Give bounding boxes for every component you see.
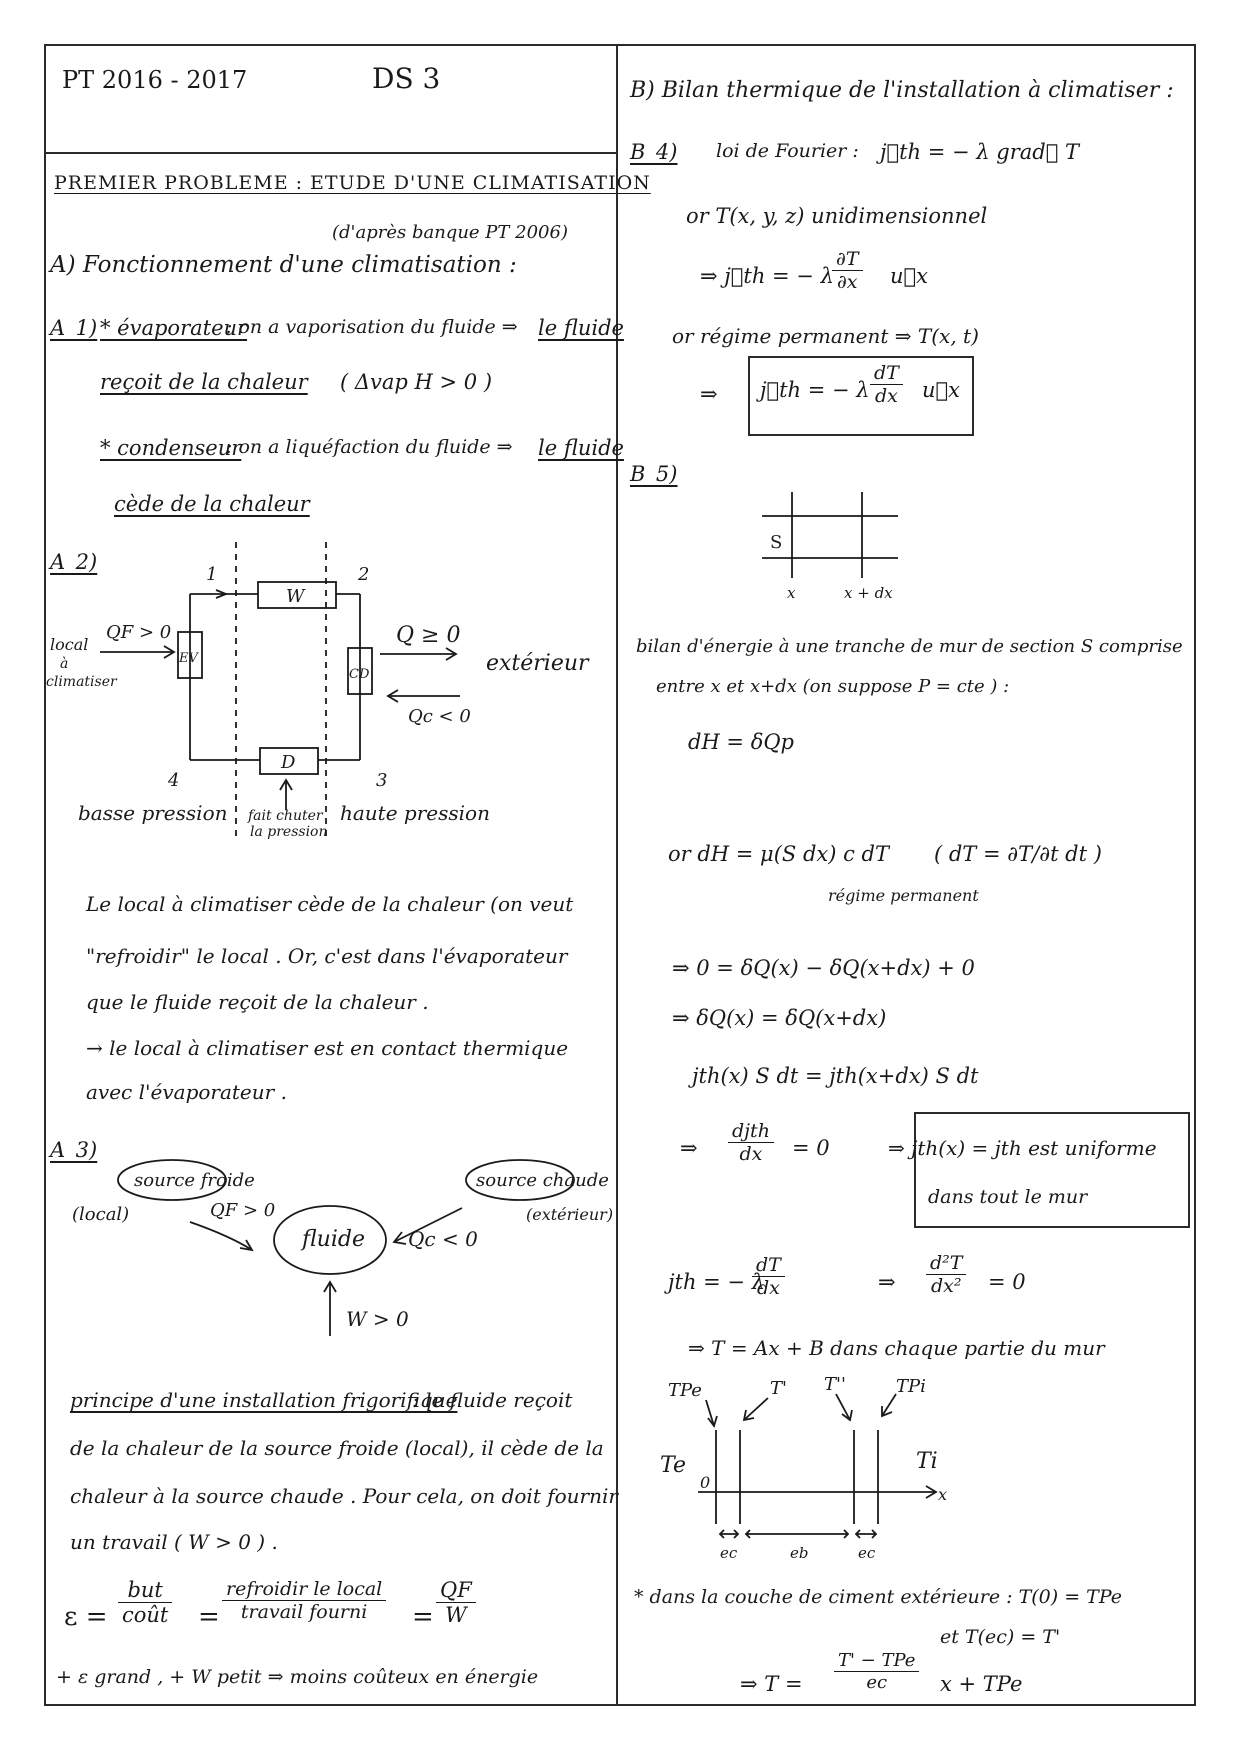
b5-fourier-num: dT bbox=[752, 1254, 785, 1277]
te-label: Te bbox=[660, 1453, 686, 1478]
b5-label: B_5) bbox=[630, 462, 678, 486]
b5-step-1: ⇒ 0 = δQ(x) − δQ(x+dx) + 0 bbox=[672, 956, 975, 980]
principle-title: principe d'une installation frigorifique bbox=[70, 1388, 458, 1412]
exterior-label: extérieur bbox=[486, 651, 589, 676]
a2-label: A_2) bbox=[50, 550, 98, 574]
b5-note-permanent: régime permanent bbox=[828, 886, 979, 905]
section-s-label: S bbox=[770, 532, 783, 553]
b5-step-4-post: = 0 bbox=[792, 1136, 830, 1160]
column-divider bbox=[616, 44, 618, 1706]
q-label: Q ≥ 0 bbox=[396, 623, 461, 648]
low-pressure-label: basse pression bbox=[78, 801, 228, 825]
section-a-title: A) Fonctionnement d'une climatisation : bbox=[50, 252, 517, 278]
b5-step-4-den: dx bbox=[739, 1143, 763, 1165]
b5-step-4-pre: ⇒ bbox=[680, 1136, 698, 1160]
a1-evaporator-equation: ( Δvap H > 0 ) bbox=[340, 370, 493, 394]
a2-text-line-1: Le local à climatiser cède de la chaleur (on veut bbox=[86, 892, 574, 916]
a3-label: A_3) bbox=[50, 1138, 98, 1162]
b4-fourier-law-eq: j⃗th = − λ grad⃗ T bbox=[880, 140, 1080, 164]
b5-slice-figure bbox=[760, 492, 920, 602]
node-1: 1 bbox=[206, 564, 218, 585]
b5-fourier-den: dx bbox=[756, 1277, 780, 1299]
local-label-2: à bbox=[60, 656, 69, 672]
b5-box-line-1: ⇒ jth(x) = jth est uniforme bbox=[888, 1136, 1157, 1160]
b4-steady-state: or régime permanent ⇒ T(x, t) bbox=[672, 324, 979, 348]
b4-box-pre: j⃗th = − λ bbox=[760, 378, 870, 402]
b4-gradient-den: ∂x bbox=[836, 271, 858, 293]
a2-text-line-4: → le local à climatiser est en contact thermique bbox=[86, 1036, 569, 1060]
outer-layer-2: et T(ec) = T' bbox=[940, 1626, 1061, 1648]
local-label-1: local bbox=[50, 635, 89, 654]
compressor-label: W bbox=[286, 586, 305, 607]
a3-qf-label: QF > 0 bbox=[210, 1200, 276, 1221]
efficiency-den-2: travail fourni bbox=[240, 1601, 368, 1623]
b5-d2-den: dx² bbox=[930, 1275, 962, 1297]
a3-qc-label: Qc < 0 bbox=[408, 1227, 478, 1251]
a3-sources-diagram bbox=[40, 1150, 620, 1350]
b5-note-dt: ( dT = ∂T/∂t dt ) bbox=[934, 842, 1102, 866]
pressure-drop-label-2: la pression bbox=[250, 824, 328, 840]
final-post: x + TPe bbox=[940, 1672, 1023, 1696]
efficiency-fraction-1 bbox=[118, 1578, 172, 1627]
b4-unidimensional: or T(x, y, z) unidimensionnel bbox=[686, 204, 988, 228]
node-4: 4 bbox=[168, 770, 180, 791]
b5-step-2: ⇒ δQ(x) = δQ(x+dx) bbox=[672, 1006, 887, 1030]
b4-box-post: u⃗x bbox=[922, 378, 960, 402]
b5-uniform-box bbox=[914, 1112, 1190, 1228]
slice-x-label: x bbox=[787, 584, 796, 602]
b5-or-dh: or dH = μ(S dx) c dT bbox=[668, 842, 890, 866]
b5-d2-fraction bbox=[926, 1252, 966, 1297]
efficiency-conclusion: + ε grand , + W petit ⇒ moins coûteux en énergie bbox=[56, 1666, 539, 1688]
b5-step-3: jth(x) S dt = jth(x+dx) S dt bbox=[692, 1064, 979, 1088]
b5-box-line-2: dans tout le mur bbox=[928, 1186, 1088, 1208]
b4-fourier-law-text: loi de Fourier : bbox=[716, 140, 859, 162]
efficiency-fraction-2 bbox=[222, 1578, 386, 1623]
efficiency-num-2: refroidir le local bbox=[222, 1578, 386, 1601]
a2-text-line-2: "refroidir" le local . Or, c'est dans l'évaporateur bbox=[86, 944, 568, 968]
b5-step-4-num: djth bbox=[728, 1120, 774, 1143]
a1-label: A_1) bbox=[50, 316, 98, 340]
principle-text-3: chaleur à la source chaude . Pour cela, on doit fournir bbox=[70, 1484, 618, 1508]
efficiency-den-3: W bbox=[445, 1603, 467, 1627]
b5-fourier-pre: jth = − λ bbox=[668, 1270, 766, 1294]
t-prime-label: T' bbox=[770, 1378, 787, 1399]
wall-figure bbox=[640, 1376, 960, 1576]
slice-xdx-label: x + dx bbox=[844, 584, 893, 602]
efficiency-equals-2: = bbox=[198, 1602, 220, 1632]
cold-source-label: source froide bbox=[134, 1170, 255, 1191]
b4-gradient-fraction bbox=[832, 248, 863, 293]
b4-box-num: dT bbox=[870, 362, 903, 385]
fluid-label: fluide bbox=[302, 1227, 365, 1252]
b4-implies: ⇒ bbox=[700, 382, 718, 406]
condenser-label: CD bbox=[349, 667, 370, 682]
a2-cycle-diagram bbox=[40, 520, 620, 860]
a2-text-line-5: avec l'évaporateur . bbox=[86, 1080, 287, 1104]
header-exam: DS 3 bbox=[372, 62, 441, 95]
node-2: 2 bbox=[358, 564, 370, 585]
b4-box-fraction bbox=[870, 362, 903, 407]
efficiency-equals-3: = bbox=[412, 1602, 434, 1632]
b5-d2-num: d²T bbox=[926, 1252, 966, 1275]
x-axis-label: x bbox=[938, 1485, 948, 1504]
tpe-label: TPe bbox=[668, 1380, 702, 1401]
origin-label: 0 bbox=[700, 1473, 711, 1492]
efficiency-num-3: QF bbox=[436, 1578, 476, 1603]
final-den: ec bbox=[866, 1672, 888, 1693]
t-second-label: T'' bbox=[824, 1374, 846, 1395]
final-num: T' − TPe bbox=[834, 1650, 919, 1672]
a2-text-line-3: que le fluide reçoit de la chaleur . bbox=[86, 990, 429, 1014]
pressure-drop-label-1: fait chuter bbox=[248, 808, 323, 824]
expansion-valve-label: D bbox=[281, 752, 296, 773]
final-pre: ⇒ T = bbox=[740, 1672, 803, 1696]
final-fraction bbox=[834, 1650, 919, 1693]
high-pressure-label: haute pression bbox=[340, 801, 490, 825]
b4-label: B_4) bbox=[630, 140, 678, 164]
a1-condenser-text: : on a liquéfaction du fluide ⇒ bbox=[226, 436, 513, 458]
a1-condenser-word: * condenseur bbox=[100, 436, 242, 460]
ti-label: Ti bbox=[916, 1449, 938, 1474]
cold-source-sub: (local) bbox=[72, 1204, 130, 1225]
local-label-3: climatiser bbox=[46, 674, 117, 690]
principle-text-4: un travail ( W > 0 ) . bbox=[70, 1530, 278, 1554]
a1-condenser-result-1: le fluide bbox=[538, 436, 624, 460]
ec-right-label: ec bbox=[858, 1544, 876, 1562]
evaporator-label: EV bbox=[179, 651, 198, 666]
hot-source-label: source chaude bbox=[476, 1170, 609, 1191]
a1-evaporator-text: : on a vaporisation du fluide ⇒ bbox=[226, 316, 518, 338]
section-b-title: B) Bilan thermique de l'installation à climatiser : bbox=[630, 78, 1174, 103]
b4-gradient-post: u⃗x bbox=[890, 264, 928, 288]
efficiency-den-1: coût bbox=[122, 1603, 169, 1627]
b5-affine: ⇒ T = Ax + B dans chaque partie du mur bbox=[688, 1336, 1105, 1360]
b4-gradient-num: ∂T bbox=[832, 248, 863, 271]
a1-evaporator-result-1: le fluide bbox=[538, 316, 624, 340]
b5-d2-pre: ⇒ bbox=[878, 1270, 896, 1294]
problem-source: (d'après banque PT 2006) bbox=[332, 222, 568, 243]
b4-box-den: dx bbox=[874, 385, 898, 407]
a3-w-label: W > 0 bbox=[346, 1307, 409, 1331]
efficiency-num-1: but bbox=[118, 1578, 172, 1603]
b5-dh: dH = δQp bbox=[688, 730, 795, 754]
node-3: 3 bbox=[376, 770, 388, 791]
efficiency-fraction-3 bbox=[436, 1578, 476, 1627]
efficiency-symbol: ε = bbox=[64, 1602, 108, 1632]
b5-step-4-fraction bbox=[728, 1120, 774, 1165]
qf-label: QF > 0 bbox=[106, 622, 172, 643]
outer-layer-1: * dans la couche de ciment extérieure : T(0) = TPe bbox=[634, 1586, 1123, 1608]
a1-evaporator-result-2: reçoit de la chaleur bbox=[100, 370, 308, 394]
header-divider bbox=[44, 152, 618, 154]
b4-gradient-pre: ⇒ j⃗th = − λ bbox=[700, 264, 834, 288]
qc-label: Qc < 0 bbox=[408, 706, 471, 727]
tpi-label: TPi bbox=[896, 1376, 926, 1397]
eb-label: eb bbox=[790, 1544, 809, 1562]
hot-source-sub: (extérieur) bbox=[526, 1205, 614, 1224]
principle-text-2: de la chaleur de la source froide (local), il cède de la bbox=[70, 1436, 604, 1460]
b5-balance-1: bilan d'énergie à une tranche de mur de section S comprise bbox=[636, 636, 1183, 657]
ec-left-label: ec bbox=[720, 1544, 738, 1562]
b5-fourier-fraction bbox=[752, 1254, 785, 1299]
header-year: PT 2016 - 2017 bbox=[62, 66, 248, 94]
b5-balance-2: entre x et x+dx (on suppose P = cte ) : bbox=[656, 676, 1010, 697]
problem-title: PREMIER PROBLEME : ETUDE D'UNE CLIMATISATION bbox=[54, 172, 651, 194]
principle-text-1: : le fluide reçoit bbox=[412, 1388, 573, 1412]
a1-condenser-result-2: cède de la chaleur bbox=[114, 492, 310, 516]
b5-d2-post: = 0 bbox=[988, 1270, 1026, 1294]
a1-evaporator-word: * évaporateur bbox=[100, 316, 248, 340]
